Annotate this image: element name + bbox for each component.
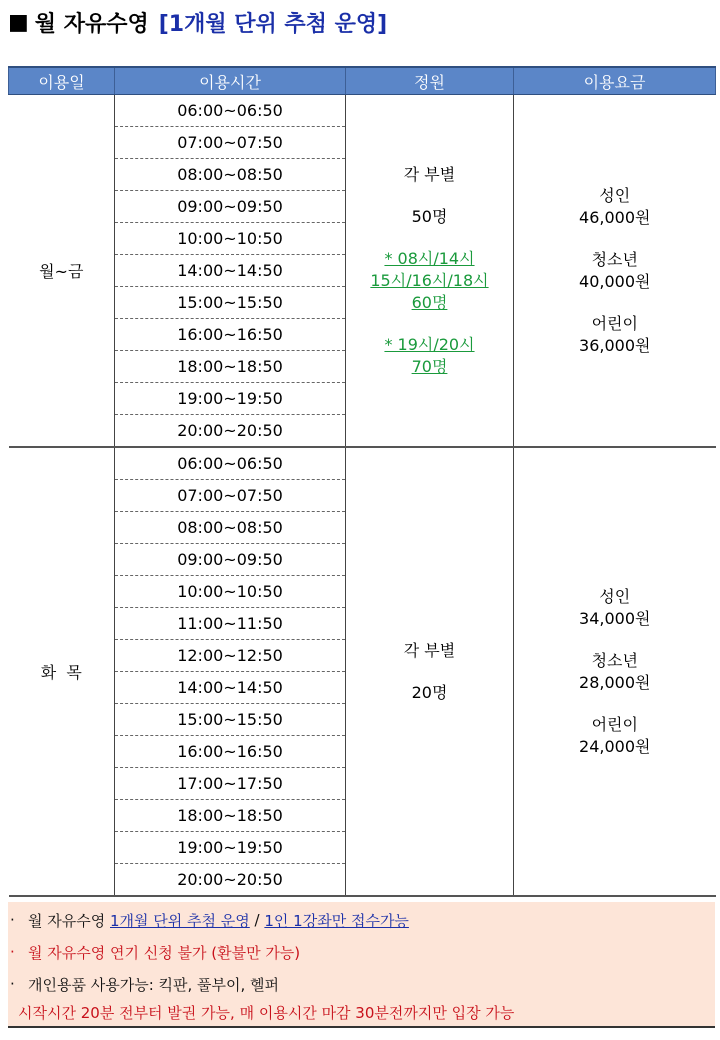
time-cell: 07:00~07:50 bbox=[115, 127, 346, 159]
fee-label: 어린이 bbox=[591, 714, 638, 734]
note-4-text: 시작시간 20분 전부터 발권 가능, 매 이용시간 마감 30분전까지만 입장 가능 bbox=[18, 1003, 515, 1022]
note-1-separator: / bbox=[249, 911, 265, 929]
special-capacity-line: 15시/16시/18시 bbox=[370, 270, 489, 290]
capacity-label: 각 부별 bbox=[403, 640, 456, 660]
day-cell-tue-thu: 화 목 bbox=[9, 447, 115, 896]
time-cell: 18:00~18:50 bbox=[115, 351, 346, 383]
time-cell: 08:00~08:50 bbox=[115, 159, 346, 191]
bullet-icon: · bbox=[10, 943, 15, 961]
time-cell: 18:00~18:50 bbox=[115, 800, 346, 832]
time-cell: 06:00~06:50 bbox=[115, 447, 346, 480]
time-cell: 16:00~16:50 bbox=[115, 736, 346, 768]
capacity-label: 각 부별 bbox=[403, 164, 456, 184]
bullet-icon: · bbox=[10, 975, 15, 993]
fee-cell-tue-thu bbox=[514, 447, 716, 896]
time-cell: 20:00~20:50 bbox=[115, 415, 346, 448]
schedule-table bbox=[8, 66, 716, 897]
fee-amount: 34,000원 bbox=[579, 608, 651, 628]
title-main: 월 자유수영 bbox=[34, 11, 149, 37]
fee-label: 성인 bbox=[599, 586, 631, 606]
time-cell: 17:00~17:50 bbox=[115, 768, 346, 800]
fee-label: 어린이 bbox=[591, 313, 638, 333]
bullet-icon: · bbox=[10, 911, 15, 929]
time-cell: 20:00~20:50 bbox=[115, 864, 346, 897]
note-3-text: 개인용품 사용가능: 킥판, 풀부이, 헬퍼 bbox=[28, 975, 280, 994]
time-cell: 11:00~11:50 bbox=[115, 608, 346, 640]
special-capacity-count: 60명 bbox=[411, 292, 448, 312]
note-1-prefix: 월 자유수영 bbox=[28, 911, 110, 930]
header-time: 이용시간 bbox=[115, 67, 346, 95]
title-sub: [1개월 단위 추첨 운영] bbox=[158, 11, 388, 37]
time-cell: 08:00~08:50 bbox=[115, 512, 346, 544]
fee-amount: 40,000원 bbox=[579, 271, 651, 291]
note-1-link-lottery[interactable]: 1개월 단위 추첨 운영 bbox=[110, 911, 250, 930]
capacity-cell-weekday bbox=[346, 95, 514, 448]
time-cell: 06:00~06:50 bbox=[115, 95, 346, 127]
header-fee: 이용요금 bbox=[514, 67, 716, 95]
time-cell: 15:00~15:50 bbox=[115, 287, 346, 319]
time-cell: 10:00~10:50 bbox=[115, 223, 346, 255]
capacity-cell-tue-thu bbox=[346, 447, 514, 896]
capacity-count: 20명 bbox=[411, 682, 448, 702]
capacity-count: 50명 bbox=[411, 206, 448, 226]
header-capacity: 정원 bbox=[346, 67, 514, 95]
note-2-text: 월 자유수영 연기 신청 불가 (환불만 가능) bbox=[28, 943, 301, 962]
fee-amount: 36,000원 bbox=[579, 335, 651, 355]
time-cell: 19:00~19:50 bbox=[115, 383, 346, 415]
note-1-link-one-course[interactable]: 1인 1강좌만 접수가능 bbox=[264, 911, 409, 930]
time-cell: 10:00~10:50 bbox=[115, 576, 346, 608]
time-cell: 09:00~09:50 bbox=[115, 191, 346, 223]
time-cell: 15:00~15:50 bbox=[115, 704, 346, 736]
note-2 bbox=[8, 940, 300, 964]
table-row bbox=[9, 95, 716, 127]
page-title bbox=[8, 6, 387, 38]
notes-box bbox=[8, 902, 715, 1028]
time-cell: 14:00~14:50 bbox=[115, 255, 346, 287]
time-cell: 19:00~19:50 bbox=[115, 832, 346, 864]
time-cell: 14:00~14:50 bbox=[115, 672, 346, 704]
special-capacity-line: * 19시/20시 bbox=[384, 334, 475, 354]
table-header-row bbox=[9, 67, 716, 95]
fee-amount: 24,000원 bbox=[579, 736, 651, 756]
fee-label: 청소년 bbox=[591, 650, 638, 670]
table-row bbox=[9, 447, 716, 480]
time-cell: 07:00~07:50 bbox=[115, 480, 346, 512]
fee-amount: 28,000원 bbox=[579, 672, 651, 692]
fee-label: 성인 bbox=[599, 185, 631, 205]
note-4 bbox=[18, 1000, 514, 1024]
time-cell: 12:00~12:50 bbox=[115, 640, 346, 672]
special-capacity-line: * 08시/14시 bbox=[384, 248, 475, 268]
note-3 bbox=[8, 972, 279, 996]
day-cell-weekday: 월~금 bbox=[9, 95, 115, 448]
square-bullet-icon: ■ bbox=[8, 9, 29, 35]
header-day: 이용일 bbox=[9, 67, 115, 95]
fee-label: 청소년 bbox=[591, 249, 638, 269]
fee-cell-weekday bbox=[514, 95, 716, 448]
time-cell: 09:00~09:50 bbox=[115, 544, 346, 576]
special-capacity-count: 70명 bbox=[411, 356, 448, 376]
note-1 bbox=[8, 908, 409, 932]
time-cell: 16:00~16:50 bbox=[115, 319, 346, 351]
fee-amount: 46,000원 bbox=[579, 207, 651, 227]
